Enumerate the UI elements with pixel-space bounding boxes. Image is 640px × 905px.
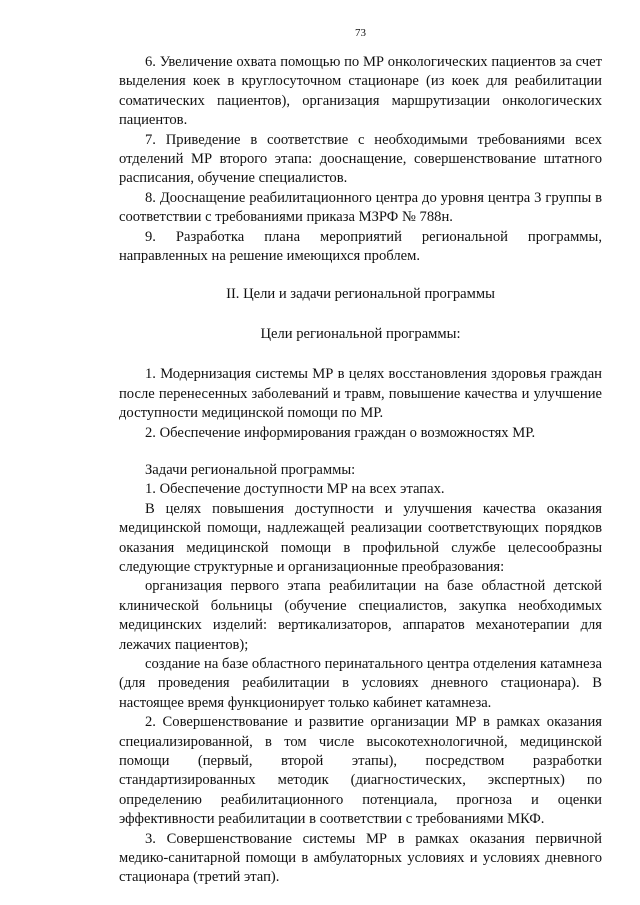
paragraph-item-8: 8. Дооснащение реабилитационного центра до уровня центра 3 группы в соответствии с требованиями приказа МЗРФ № 788н. bbox=[119, 189, 602, 226]
spacer bbox=[119, 305, 602, 325]
document-page bbox=[119, 26, 602, 888]
task-subitem-first-stage: организация первого этапа реабилитации на базе областной детской клинической больницы (обучение специалистов, закупка необходимых медицинских изделий: вертикализаторов, аппаратов механотерапии для лежачих пациентов); bbox=[119, 578, 602, 653]
tasks-heading: Задачи региональной программы: bbox=[145, 461, 356, 478]
task-subitem-catamnesis: создание на базе областного перинатального центра отделения катамнеза (для проведения реабилитации в условиях дневного стационара). В настоящее время функционирует только кабинет катамнеза. bbox=[119, 655, 602, 711]
task-item-1: 1. Обеспечение доступности МР на всех этапах. bbox=[145, 481, 445, 498]
page-number: 73 bbox=[355, 27, 366, 39]
goals-heading: Цели региональной программы: bbox=[260, 325, 461, 342]
task-intro: В целях повышения доступности и улучшения качества оказания медицинской помощи, надлежащей реализации соответствующих порядков оказания медицинской помощи в профильной службе целесообразны следующие структурные и организационные преобразования: bbox=[119, 500, 602, 575]
paragraph-item-6: 6. Увеличение охвата помощью по МР онкологических пациентов за счет выделения коек в круглосуточном стационаре (из коек для реабилитации соматических пациентов), организация маршрутизации онкологических пациентов. bbox=[119, 54, 602, 129]
goal-item-2: 2. Обеспечение информирования граждан о возможностях МР. bbox=[145, 424, 536, 441]
spacer bbox=[119, 443, 602, 461]
paragraph-item-7: 7. Приведение в соответствие с необходимыми требованиями всех отделений МР второго этапа: дооснащение, совершенствование штатного расписания, обучение специалистов. bbox=[119, 131, 602, 187]
task-item-2: 2. Совершенствование и развитие организации МР в рамках оказания специализированной, в том числе высокотехнологичной, медицинской помощи (первый, второй этапы), посредством разработки стандартизированных методик (диагностических, экспертных) по определению реабилитационного потенциала, прогноза и оценки эффективности реабилитации в соответствии с требованиями МКФ. bbox=[119, 714, 602, 828]
spacer bbox=[119, 344, 602, 365]
goal-item-1: 1. Модернизация системы МР в целях восстановления здоровья граждан после перенесенных заболеваний и травм, повышение качества и улучшение доступности медицинской помощи по МР. bbox=[119, 366, 602, 422]
paragraph-item-9: 9. Разработка плана мероприятий региональной программы, направленных на решение имеющихся проблем. bbox=[119, 228, 602, 265]
task-item-3: 3. Совершенствование системы МР в рамках оказания первичной медико-санитарной помощи в амбулаторных условиях и условиях дневного стационара (третий этап). bbox=[119, 830, 602, 886]
spacer bbox=[119, 266, 602, 285]
section-heading: II. Цели и задачи региональной программы bbox=[226, 286, 495, 303]
